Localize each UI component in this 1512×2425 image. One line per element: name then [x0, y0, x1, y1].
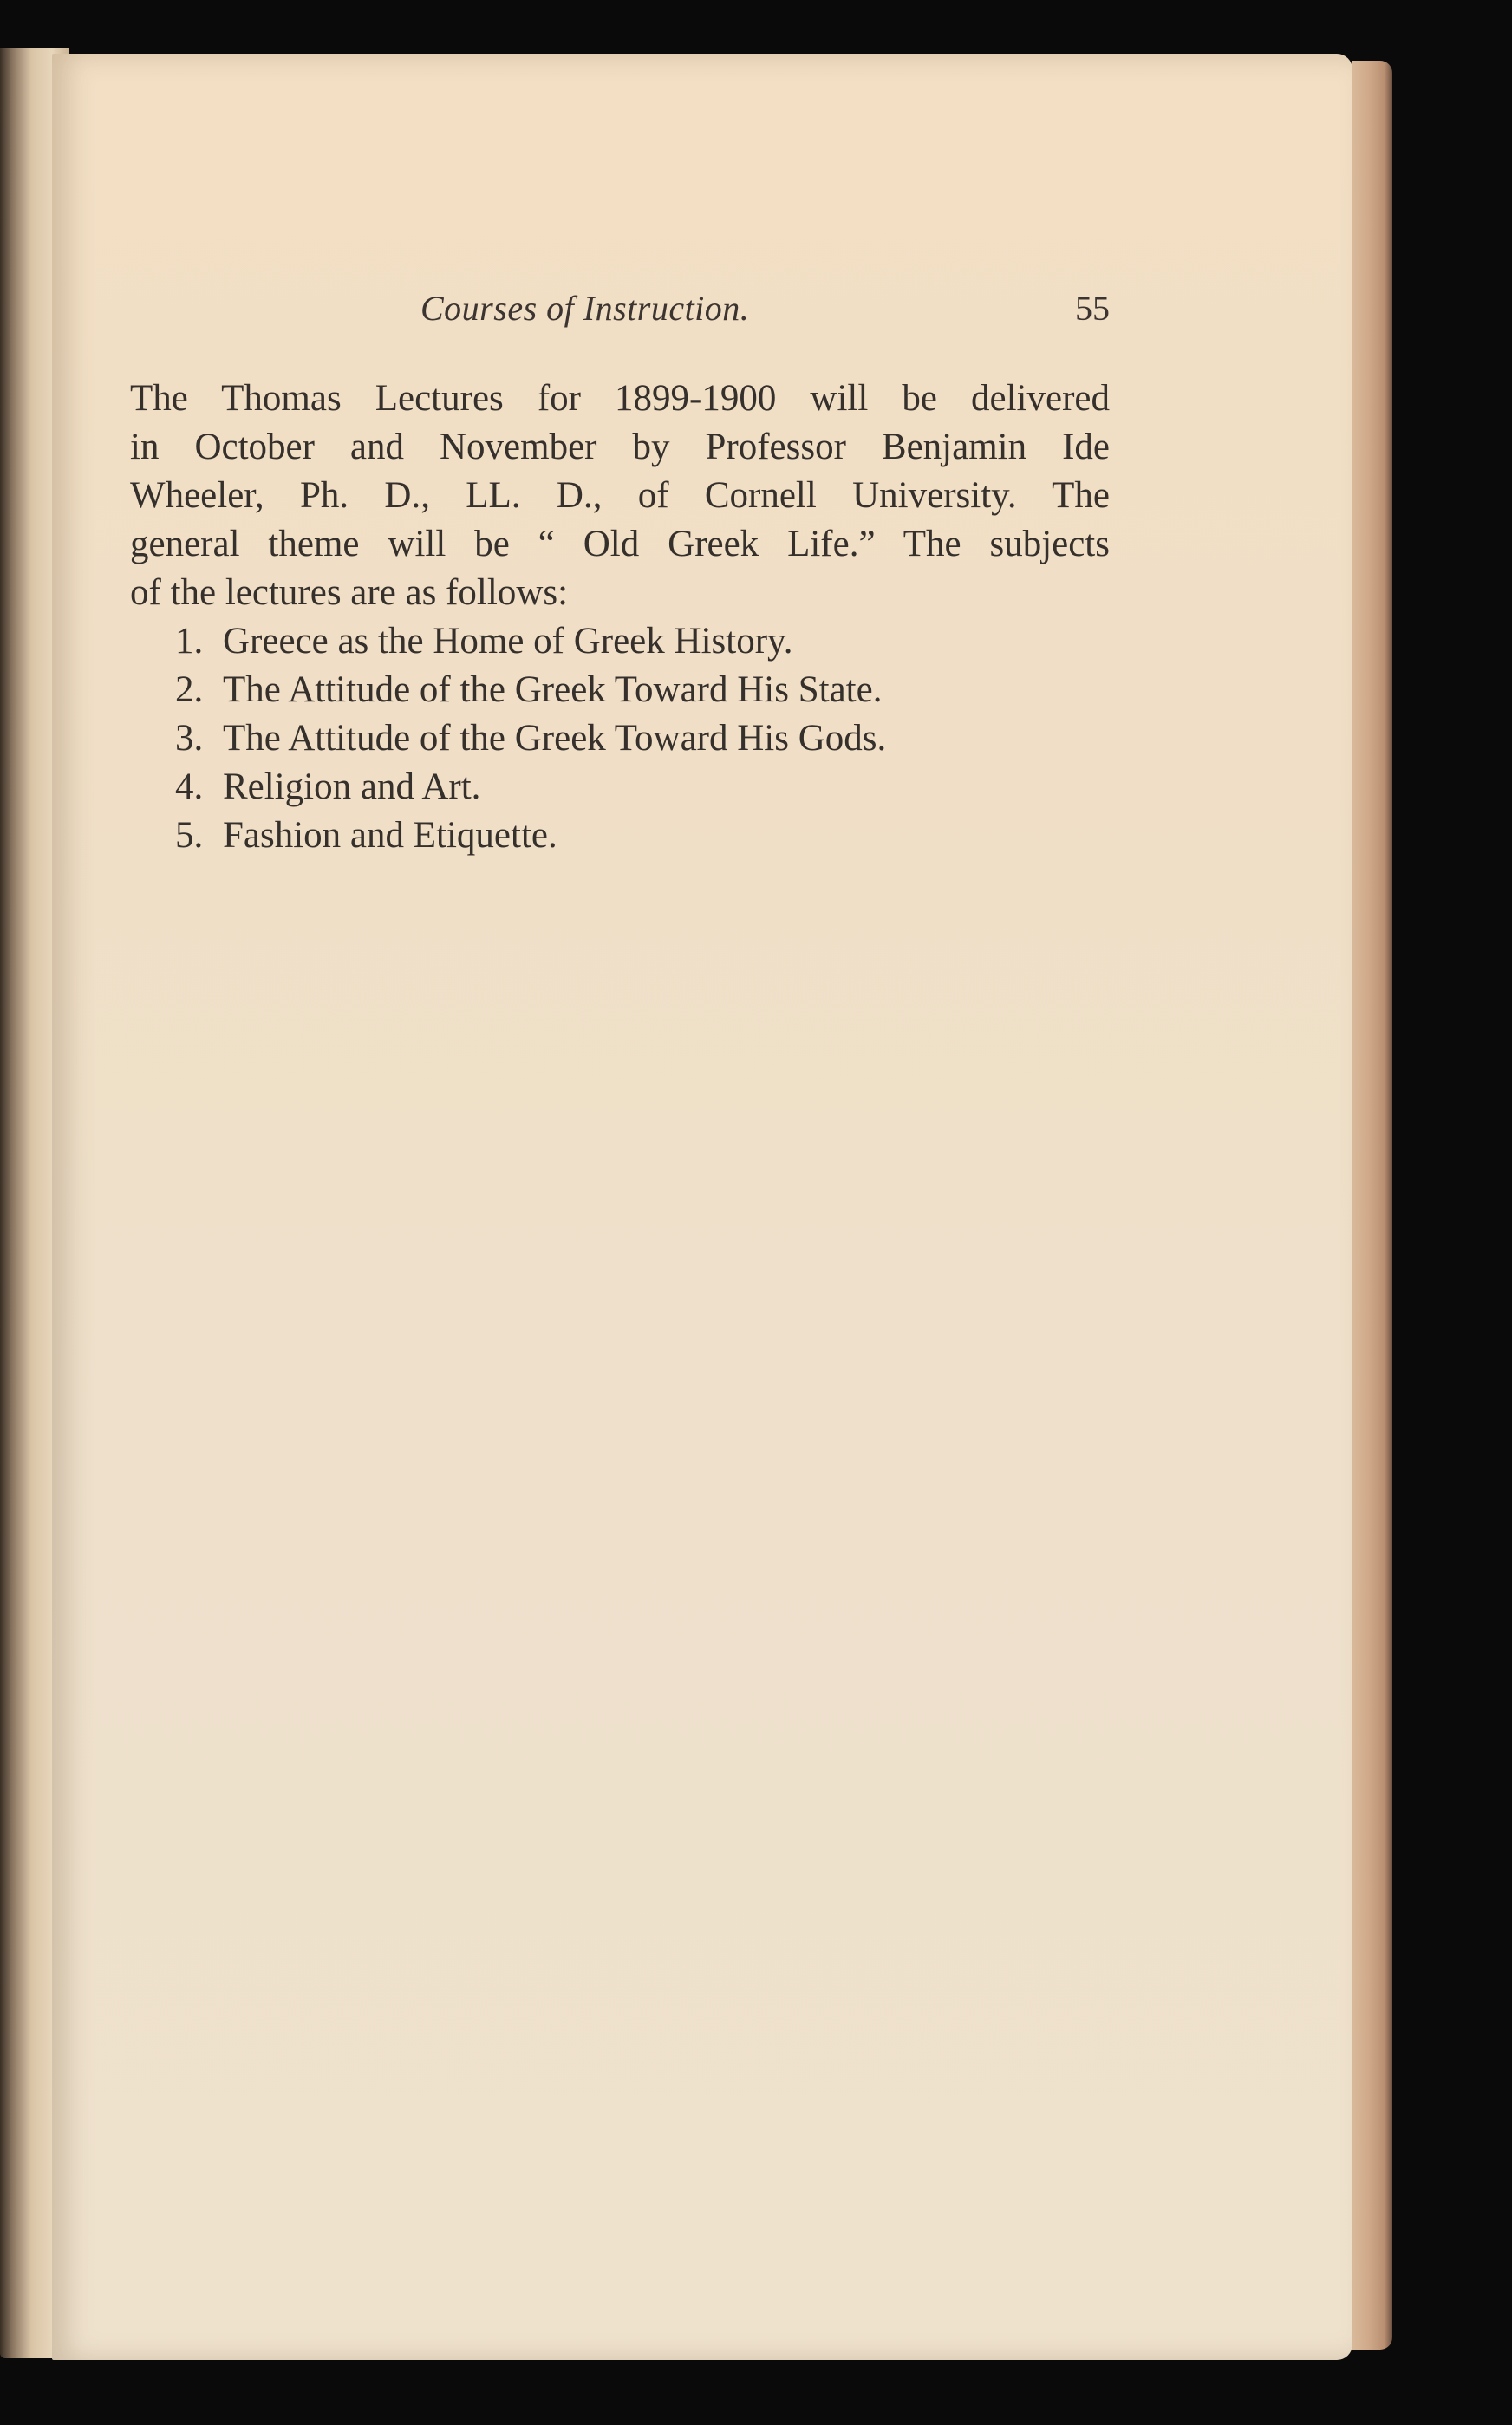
list-item-title: Fashion and Etiquette. [223, 815, 557, 856]
list-item-number: 3. [175, 718, 204, 759]
body-text [130, 375, 1110, 860]
list-item-number: 4. [175, 766, 204, 807]
list-item-title: The Attitude of the Greek Toward His State. [223, 669, 883, 710]
page-number: 55 [1075, 289, 1110, 328]
list-item-title: Greece as the Home of Greek History. [223, 621, 793, 662]
list-item [130, 812, 1110, 860]
list-item-number: 2. [175, 669, 204, 710]
running-head [420, 288, 1110, 342]
paragraph-line: general theme will be “ Old Greek Life.” The subjects [130, 524, 1110, 564]
list-item [130, 666, 1110, 714]
paragraph-line: Wheeler, Ph. D., LL. D., of Cornell University. The [130, 475, 1110, 516]
list-item-title: Religion and Art. [223, 766, 481, 807]
list-item-number: 5. [175, 815, 204, 856]
list-item-number: 1. [175, 621, 204, 662]
list-item [130, 617, 1110, 666]
paragraph [130, 375, 1110, 617]
paragraph-line: The Thomas Lectures for 1899-1900 will be delivered [130, 378, 1110, 419]
paragraph-line: in October and November by Professor Benjamin Ide [130, 427, 1110, 467]
paragraph-line: of the lectures are as follows: [130, 572, 569, 613]
list-item-title: The Attitude of the Greek Toward His Gods. [223, 718, 887, 759]
page-fore-edge [1352, 61, 1392, 2350]
running-head-title: Courses of Instruction. [420, 289, 750, 328]
list-item [130, 714, 1110, 763]
lecture-list [130, 617, 1110, 860]
list-item [130, 763, 1110, 812]
